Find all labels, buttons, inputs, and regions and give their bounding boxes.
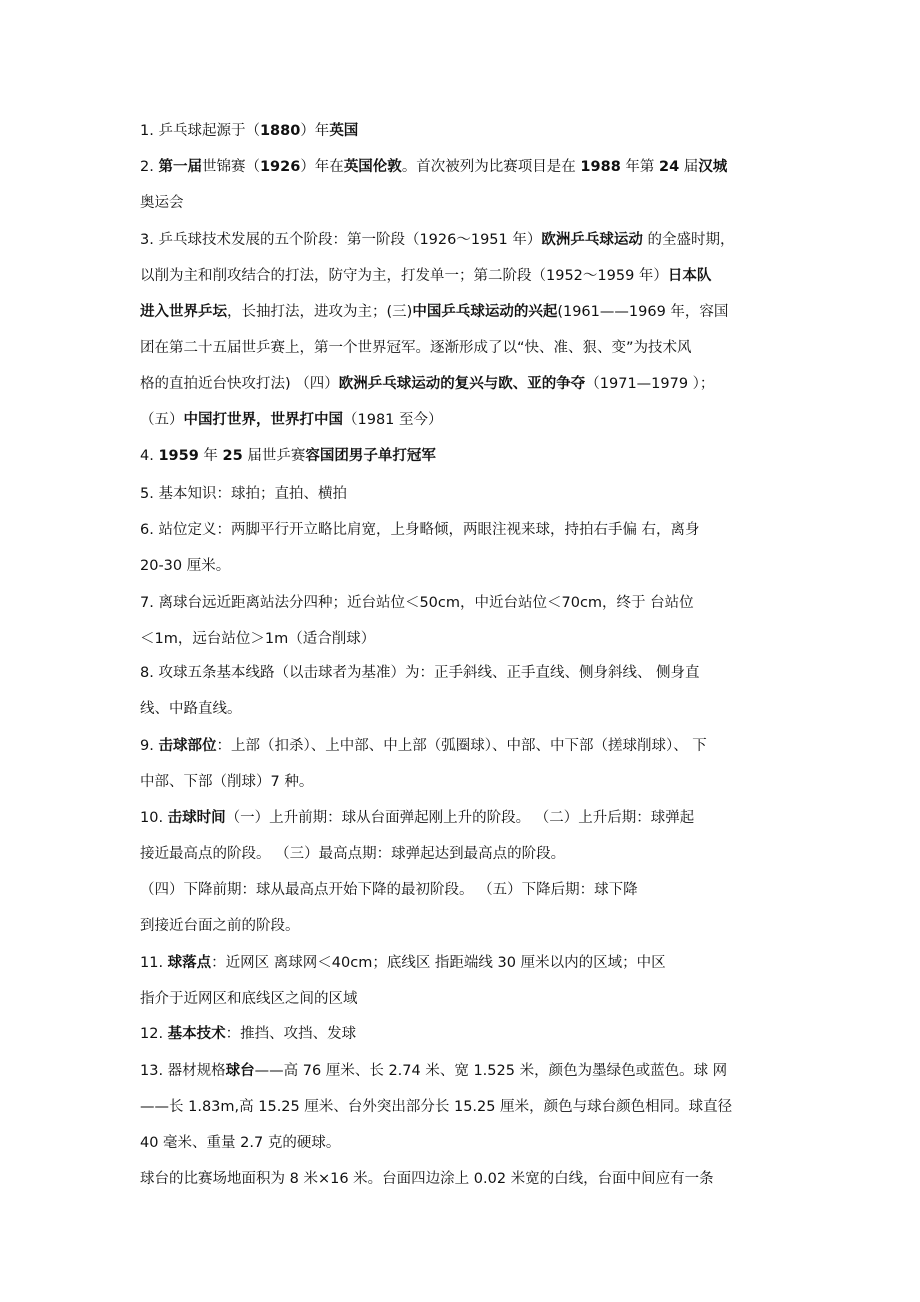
bold-run: 中国打世界，世界打中国 <box>183 412 343 428</box>
bold-run: 进入世界乒坛 <box>140 304 227 320</box>
text-run: ：推挡、攻挡、发球 <box>225 1026 357 1042</box>
bold-run: 日本队 <box>667 268 712 284</box>
text-run: 10. <box>140 810 168 826</box>
text-run: 世锦赛（ <box>201 159 260 175</box>
text-line <box>140 916 300 936</box>
bold-run: 基本技术 <box>167 1026 226 1042</box>
text-run: ，长抽打法，进攻为主；(三) <box>227 304 413 320</box>
text-run: 7. 离球台远近距离站法分四种；近台站位＜50cm，中近台站位＜70cm，终于 台站位 <box>140 595 694 611</box>
bold-run: 球台 <box>225 1063 255 1079</box>
text-run: (1961——1969 年，容国 <box>557 304 729 320</box>
text-run: ——高 76 厘米、长 2.74 米、宽 1.525 米，颜色为墨绿色或蓝色。球 网 <box>254 1063 728 1079</box>
text-line <box>140 1169 714 1189</box>
text-run: 年第 <box>620 159 659 175</box>
bold-run: 25 <box>222 448 243 464</box>
text-run: ——长 1.83m,高 15.25 厘米、台外突出部分长 15.25 厘米，颜色与球台颜色相同。球直径 <box>140 1099 733 1115</box>
text-run: 2. <box>140 159 159 175</box>
bold-run: 容国团男子单打冠军 <box>305 448 436 464</box>
text-line <box>140 808 694 828</box>
text-run: 中部、下部（削球）7 种。 <box>140 774 314 790</box>
text-line <box>140 953 666 973</box>
text-line <box>140 556 230 576</box>
text-run: 到接近台面之前的阶段。 <box>140 918 300 934</box>
text-run: 3. 乒乓球技术发展的五个阶段：第一阶段（1926～1951 年） <box>140 232 542 248</box>
text-run: ）年 <box>300 123 330 139</box>
bold-run: 欧洲乒乓球运动 <box>541 232 643 248</box>
text-line <box>140 1097 732 1117</box>
bold-run: 英国伦敦 <box>343 159 402 175</box>
text-run: 20-30 厘米。 <box>140 558 231 574</box>
bold-run: 1959 <box>158 448 199 464</box>
text-line <box>140 374 714 394</box>
text-run: 以削为主和削攻结合的打法，防守为主，打发单一；第二阶段（1952～1959 年） <box>140 268 668 284</box>
text-line <box>140 193 184 213</box>
text-run: 奥运会 <box>140 195 184 211</box>
text-line <box>140 1133 340 1153</box>
text-run: 4. <box>140 448 159 464</box>
text-run: 12. <box>140 1026 168 1042</box>
text-run: 指介于近网区和底线区之间的区域 <box>140 991 358 1007</box>
text-line <box>140 520 700 540</box>
text-run: ）年在 <box>300 159 344 175</box>
text-run: （1971—1979 ）； <box>585 376 715 392</box>
text-run: ：近网区 离球网＜40cm；底线区 指距端线 30 厘米以内的区域；中区 <box>211 955 666 971</box>
text-line <box>140 593 694 613</box>
text-run: 6. 站位定义：两脚平行开立略比肩宽，上身略倾，两眼注视来球，持拍右手偏 右，离身 <box>140 522 700 538</box>
text-line <box>140 663 700 683</box>
text-line <box>140 1024 356 1044</box>
bold-run: 1926 <box>259 159 301 175</box>
text-run: 接近最高点的阶段。 （三）最高点期：球弹起达到最高点的阶段。 <box>140 846 566 862</box>
text-line <box>140 302 728 322</box>
text-run: （四）下降前期：球从最高点开始下降的最初阶段。 （五）下降后期：球下降 <box>140 882 638 898</box>
text-run: 9. <box>140 738 159 754</box>
bold-run: 击球部位 <box>158 738 217 754</box>
text-line <box>140 772 313 792</box>
text-run: 13. 器材规格 <box>140 1063 226 1079</box>
text-run: 线、中路直线。 <box>140 701 242 717</box>
bold-run: 英国 <box>329 123 359 139</box>
text-run: 11. <box>140 955 168 971</box>
text-run: （五） <box>140 412 184 428</box>
text-run: 届 <box>679 159 699 175</box>
text-line <box>140 989 358 1009</box>
text-line <box>140 484 347 504</box>
text-line <box>140 1061 727 1081</box>
bold-run: 欧洲乒乓球运动的复兴与欧、亚的争夺 <box>338 376 586 392</box>
bold-run: 24 <box>659 159 680 175</box>
text-line <box>140 338 692 358</box>
text-run: 。首次被列为比赛项目是在 <box>401 159 581 175</box>
text-run: 1. 乒乓球起源于（ <box>140 123 260 139</box>
bold-run: 汉城 <box>698 159 728 175</box>
text-run: 球台的比赛场地面积为 8 米×16 米。台面四边涂上 0.02 米宽的白线，台面中间应有一条 <box>140 1171 714 1187</box>
text-run: 格的直拍近台快攻打法) （四） <box>140 376 339 392</box>
bold-run: 球落点 <box>167 955 212 971</box>
bold-run: 中国乒乓球运动的兴起 <box>412 304 558 320</box>
text-line <box>140 121 358 141</box>
text-run: 5. 基本知识：球拍；直拍、横拍 <box>140 486 347 502</box>
bold-run: 第一届 <box>158 159 202 175</box>
text-line <box>140 736 707 756</box>
bold-run: 1988 <box>580 159 621 175</box>
text-run: 届世乒赛 <box>242 448 306 464</box>
text-line <box>140 266 711 286</box>
text-run: 年 <box>198 448 223 464</box>
bold-run: 1880 <box>259 123 301 139</box>
text-line <box>140 410 443 430</box>
text-line <box>140 157 727 177</box>
text-line <box>140 230 734 250</box>
text-run: 的全盛时期， <box>642 232 735 248</box>
text-run: 团在第二十五届世乒赛上，第一个世界冠军。逐渐形成了以“快、准、狠、变”为技术风 <box>140 340 692 356</box>
text-line <box>140 629 375 649</box>
text-line <box>140 844 565 864</box>
text-line <box>140 446 436 466</box>
text-line <box>140 699 242 719</box>
text-run: （1981 至今） <box>343 412 443 428</box>
text-run: ＜1m，远台站位＞1m（适合削球） <box>140 631 376 647</box>
text-line <box>140 880 638 900</box>
text-run: 40 毫米、重量 2.7 克的硬球。 <box>140 1135 341 1151</box>
text-run: （一）上升前期：球从台面弹起刚上升的阶段。 （二）上升后期：球弹起 <box>225 810 695 826</box>
bold-run: 击球时间 <box>167 810 226 826</box>
text-run: 8. 攻球五条基本线路（以击球者为基准）为：正手斜线、正手直线、侧身斜线、 侧身直 <box>140 665 700 681</box>
text-run: ：上部（扣杀）、上中部、中上部（弧圈球）、中部、中下部（搓球削球）、 下 <box>216 738 707 754</box>
